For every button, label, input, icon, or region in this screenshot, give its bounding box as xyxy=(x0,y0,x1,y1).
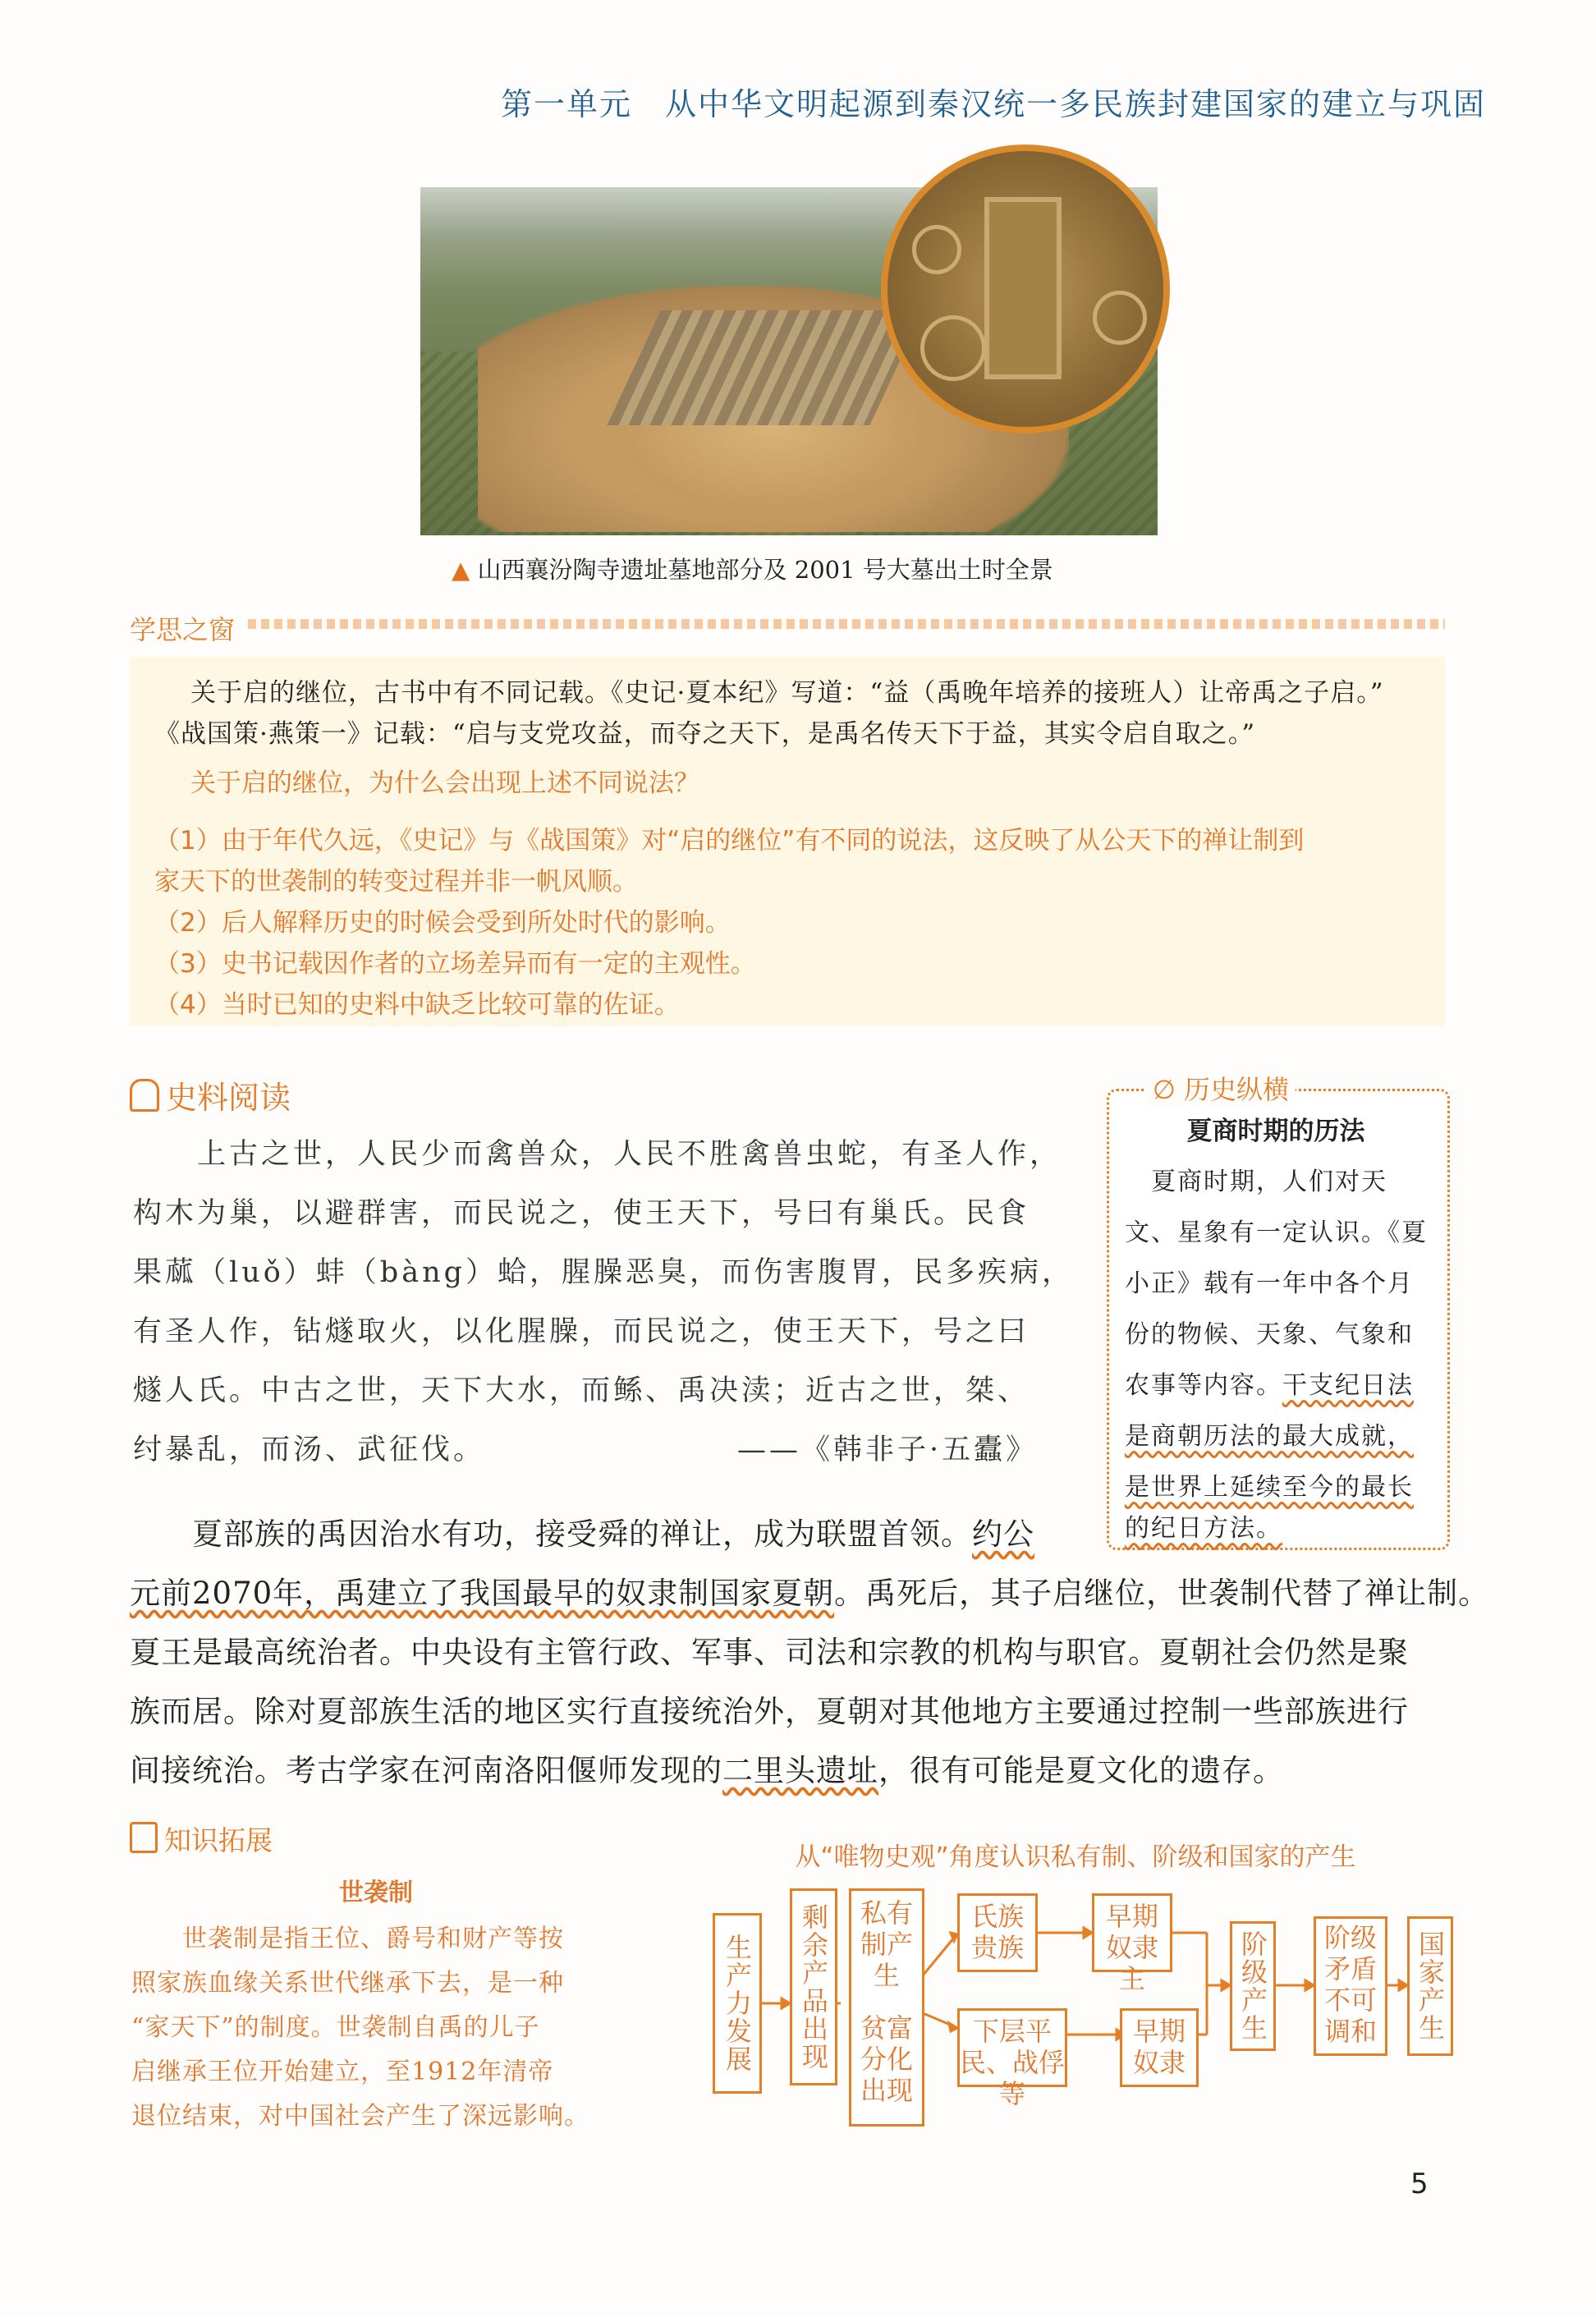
section-label-xuesi: 学思之窗 xyxy=(130,614,236,645)
lishi-highlight-line: 是世界上延续至今的最长 xyxy=(1125,1473,1414,1502)
lishi-title: 夏商时期的历法 xyxy=(1186,1117,1365,1146)
xuesi-answer-2: （2）后人解释历史的时候会受到所处时代的影响。 xyxy=(154,908,731,938)
lishi-line: 小正》载有一年中各个月 xyxy=(1125,1269,1414,1298)
photo-caption-text: 山西襄汾陶寺遗址墓地部分及 2001 号大墓出土时全景 xyxy=(477,556,1053,584)
lishi-line: 夏商时期，人们对天 xyxy=(1125,1168,1387,1196)
lishi-highlight: 干支纪日法 xyxy=(1282,1371,1414,1400)
xuesi-answer-1a: （1）由于年代久远，《史记》与《战国策》对“启的继位”有不同的说法，这反映了从公天下的禅让制到 xyxy=(154,826,1305,856)
lishi-line: 文、星象有一定认识。《夏 xyxy=(1125,1218,1428,1247)
zhishi-title: 世袭制 xyxy=(339,1879,413,1907)
body-text: 。禹死后，其子启继位，世袭制代替了禅让制。 xyxy=(834,1576,1490,1611)
shiliao-line: 纣暴乱，而汤、武征伐。 xyxy=(133,1434,486,1466)
body-text: ，很有可能是夏文化的遗存。 xyxy=(878,1753,1284,1788)
flow-node-classes: 阶级产生 xyxy=(1230,1921,1276,2051)
body-text: 夏部族的禹因治水有功，接受舜的禅让，成为联盟首领。 xyxy=(130,1516,972,1552)
zhishi-label-text: 知识拓展 xyxy=(164,1824,273,1856)
zhishi-line: 启继承王位开始建立，至1912年清帝 xyxy=(131,2058,554,2086)
flow-node-private-ownership xyxy=(849,1888,924,2127)
xuesi-answer-1b: 家天下的世袭制的转变过程并非一帆风顺。 xyxy=(154,867,638,897)
body-highlight: 二里头遗址 xyxy=(722,1753,878,1788)
body-line-3: 夏王是最高统治者。中央设有主管行政、军事、司法和宗教的机构与职官。夏朝社会仍然是聚 xyxy=(130,1635,1409,1670)
lishi-highlight-line: 是商朝历法的最大成就， xyxy=(1125,1422,1414,1451)
zhishi-line: 退位结束，对中国社会产生了深远影响。 xyxy=(131,2102,589,2131)
xuesi-answer-4: （4）当时已知的史料中缺乏比较可靠的佐证。 xyxy=(154,990,680,1020)
xuesi-paragraph-2: 《战国策·燕策一》记载：“启与支党攻益，而夺之天下，是禹名传天下于益，其实令启自取之。” xyxy=(154,719,1256,749)
flowchart-title: 从“唯物史观”角度认识私有制、阶级和国家的产生 xyxy=(795,1842,1356,1872)
xuesi-paragraph-1: 关于启的继位，古书中有不同记载。《史记·夏本纪》写道：“益（禹晚年培养的接班人）让帝禹之子启。” xyxy=(190,678,1384,708)
body-highlight: 元前2070年，禹建立了我国最早的奴隶制国家夏朝 xyxy=(130,1576,835,1611)
shiliao-line: 上古之世，人民少而禽兽众，人民不胜禽兽虫蛇，有圣人作， xyxy=(133,1138,1062,1171)
shiliao-line: 有圣人作，钻燧取火，以化腥臊，而民说之，使王天下，号之曰 xyxy=(133,1315,1030,1348)
flow-node-clan-nobles: 氏族贵族 xyxy=(957,1893,1038,1972)
shiliao-label-text: 史料阅读 xyxy=(166,1080,291,1116)
lishi-line: 份的物候、天象、气象和 xyxy=(1125,1320,1414,1349)
flow-node-state: 国家产生 xyxy=(1407,1916,1453,2056)
flow-node-slaves: 早期奴隶 xyxy=(1120,2008,1199,2087)
body-line-4: 族而居。除对夏部族生活的地区实行直接统治外，夏朝对其他地方主要通过控制一些部族进行 xyxy=(130,1694,1409,1729)
flow-node-slave-owners: 早期奴隶主 xyxy=(1092,1893,1172,1972)
flow-node-surplus: 剩余产品出现 xyxy=(790,1888,837,2085)
shiliao-line: 构木为巢，以避群害，而民说之，使王天下，号曰有巢氏。民食 xyxy=(133,1197,1030,1230)
flow-node-productivity: 生产力发展 xyxy=(713,1913,762,2094)
zhishi-line: “家天下”的制度。世袭制自禹的儿子 xyxy=(131,2013,540,2042)
flow-node-commoners: 下层平民、战俘等 xyxy=(957,2008,1067,2087)
flow-node-private-text: 私有制产生 xyxy=(860,1897,913,1991)
unit-header-title: 第一单元 从中华文明起源到秦汉统一多民族封建国家的建立与巩固 xyxy=(500,86,1486,122)
zhishi-line: 世袭制是指王位、爵号和财产等按 xyxy=(131,1925,564,1953)
body-text: 间接统治。考古学家在河南洛阳偃师发现的 xyxy=(130,1753,722,1788)
shiliao-line: 果蓏（luǒ）蚌（bàng）蛤，腥臊恶臭，而伤害腹胃，民多疾病， xyxy=(133,1256,1075,1289)
shiliao-source: ——《韩非子·五蠹》 xyxy=(737,1434,1039,1466)
page-number: 5 xyxy=(1410,2168,1429,2200)
lishi-line-part: 农事等内容。 xyxy=(1125,1371,1282,1400)
lishi-label-text: 历史纵横 xyxy=(1184,1074,1290,1105)
body-highlight: 约公 xyxy=(972,1516,1034,1552)
flow-node-irreconcilable: 阶级矛盾不可调和 xyxy=(1314,1916,1387,2056)
lishi-highlight-line: 的纪日方法。 xyxy=(1125,1514,1282,1543)
shiliao-line: 燧人氏。中古之世，天下大水，而鲧、禹决渎；近古之世，桀、 xyxy=(133,1374,1030,1407)
xuesi-question: 关于启的继位，为什么会出现上述不同说法？ xyxy=(190,769,699,798)
triangle-marker-icon: ▲ xyxy=(452,556,470,584)
xuesi-answer-3: （3）史书记载因作者的立场差异而有一定的主观性。 xyxy=(154,949,756,979)
zhishi-line: 照家族血缘关系世代继承下去，是一种 xyxy=(131,1969,564,1998)
flow-node-wealth-gap-text: 贫富分化出现 xyxy=(860,2012,913,2106)
compass-icon: ∅ xyxy=(1153,1074,1176,1105)
